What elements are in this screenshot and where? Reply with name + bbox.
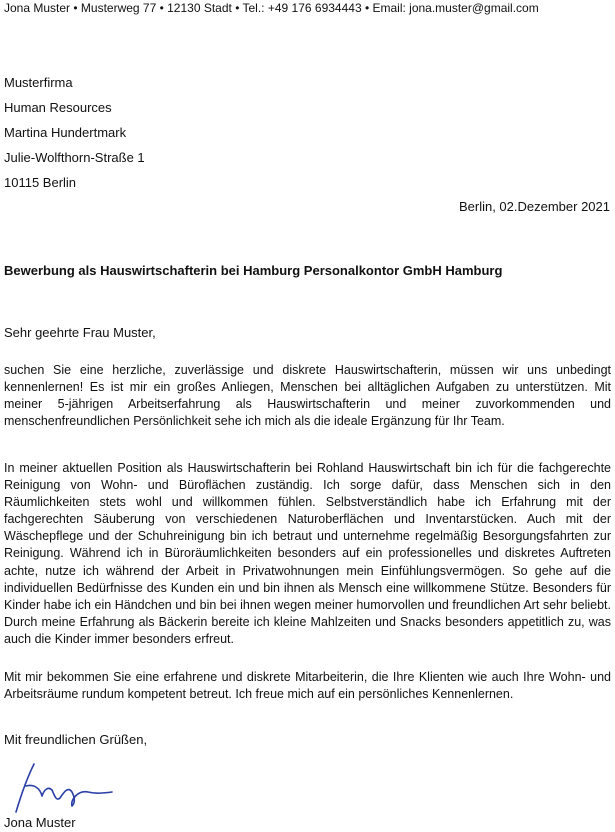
signature-name: Jona Muster bbox=[4, 815, 76, 830]
body-paragraph-1: suchen Sie eine herzliche, zuverlässige und diskrete Hauswirtschafterin, müssen wir uns unbedingt kennenlernen! Es ist mir ein großes Anliegen, Menschen bei alltäglichen Aufgaben zu unterstützen. Mit meiner 5-jährigen Arbeitserfahrung als Hauswirtschafterin und meiner zuvorkommenden und menschenfreundlichen Persönlichkeit sehe ich mich als die ideale Ergänzung für Ihr Team. bbox=[4, 363, 611, 429]
letter-date: Berlin, 02.Dezember 2021 bbox=[458, 199, 610, 214]
recipient-city: 10115 Berlin bbox=[4, 175, 77, 190]
letter-subject: Bewerbung als Hauswirtschafterin bei Hamburg Personalkontor GmbH Hamburg bbox=[4, 263, 503, 278]
recipient-street: Julie-Wolfthorn-Straße 1 bbox=[4, 150, 145, 165]
body-paragraph-3: Mit mir bekommen Sie eine erfahrene und diskrete Mitarbeiterin, die Ihre Klienten wie auch Ihre Wohn- und Arbeitsräume rundum kompetent betreut. Ich freue mich auf ein persönliches Kennenlernen. bbox=[4, 670, 611, 702]
closing-phrase: Mit freundlichen Grüßen, bbox=[4, 732, 148, 747]
body-paragraph-2: In meiner aktuellen Position als Hauswirtschafterin bei Rohland Hauswirtschaft bin ich für die fachgerechte Reinigung von Wohn- und Büroflächen zuständig. Ich sorge dafür, dass Menschen sich in den Räumlichkeiten stets wohl und willkommen fühlen. Selbstverständlich habe ich Erfahrung mit der fachgerechten Säuberung von verschiedenen Naturoberflächen und Inventarstücken. Auch mit der Wäschepflege und der Schuhreinigung bin ich betraut und unternehme regelmäßig Besorgungsfahrten zur Reinigung. Während ich in Büroräumlichkeiten besonders auf ein professionelles und diskretes Auftreten achte, nutze ich während der Arbeit in Privatwohnungen mein Einfühlungsvermögen. So gehe auf die individuellen Bedürfnisse des Kunden ein und bin ihnen als Mensch eine willkommene Stütze. Besonders für Kinder habe ich ein Händchen und bin bei ihnen wegen meiner humorvollen und freundlichen Art sehr beliebt. Durch meine Erfahrung als Bäckerin bereite ich kleine Mahlzeiten und Snacks besonders appetitlich zu, was auch die Kinder immer besonders erfreut. bbox=[4, 461, 611, 646]
recipient-company: Musterfirma bbox=[4, 75, 73, 90]
handwritten-signature bbox=[4, 762, 116, 814]
salutation: Sehr geehrte Frau Muster, bbox=[4, 325, 156, 340]
recipient-department: Human Resources bbox=[4, 100, 112, 115]
sender-line: Jona Muster • Musterweg 77 • 12130 Stadt • Tel.: +49 176 6934443 • Email: jona.muster@gmail.com bbox=[4, 1, 539, 15]
recipient-contact: Martina Hundertmark bbox=[4, 125, 127, 140]
